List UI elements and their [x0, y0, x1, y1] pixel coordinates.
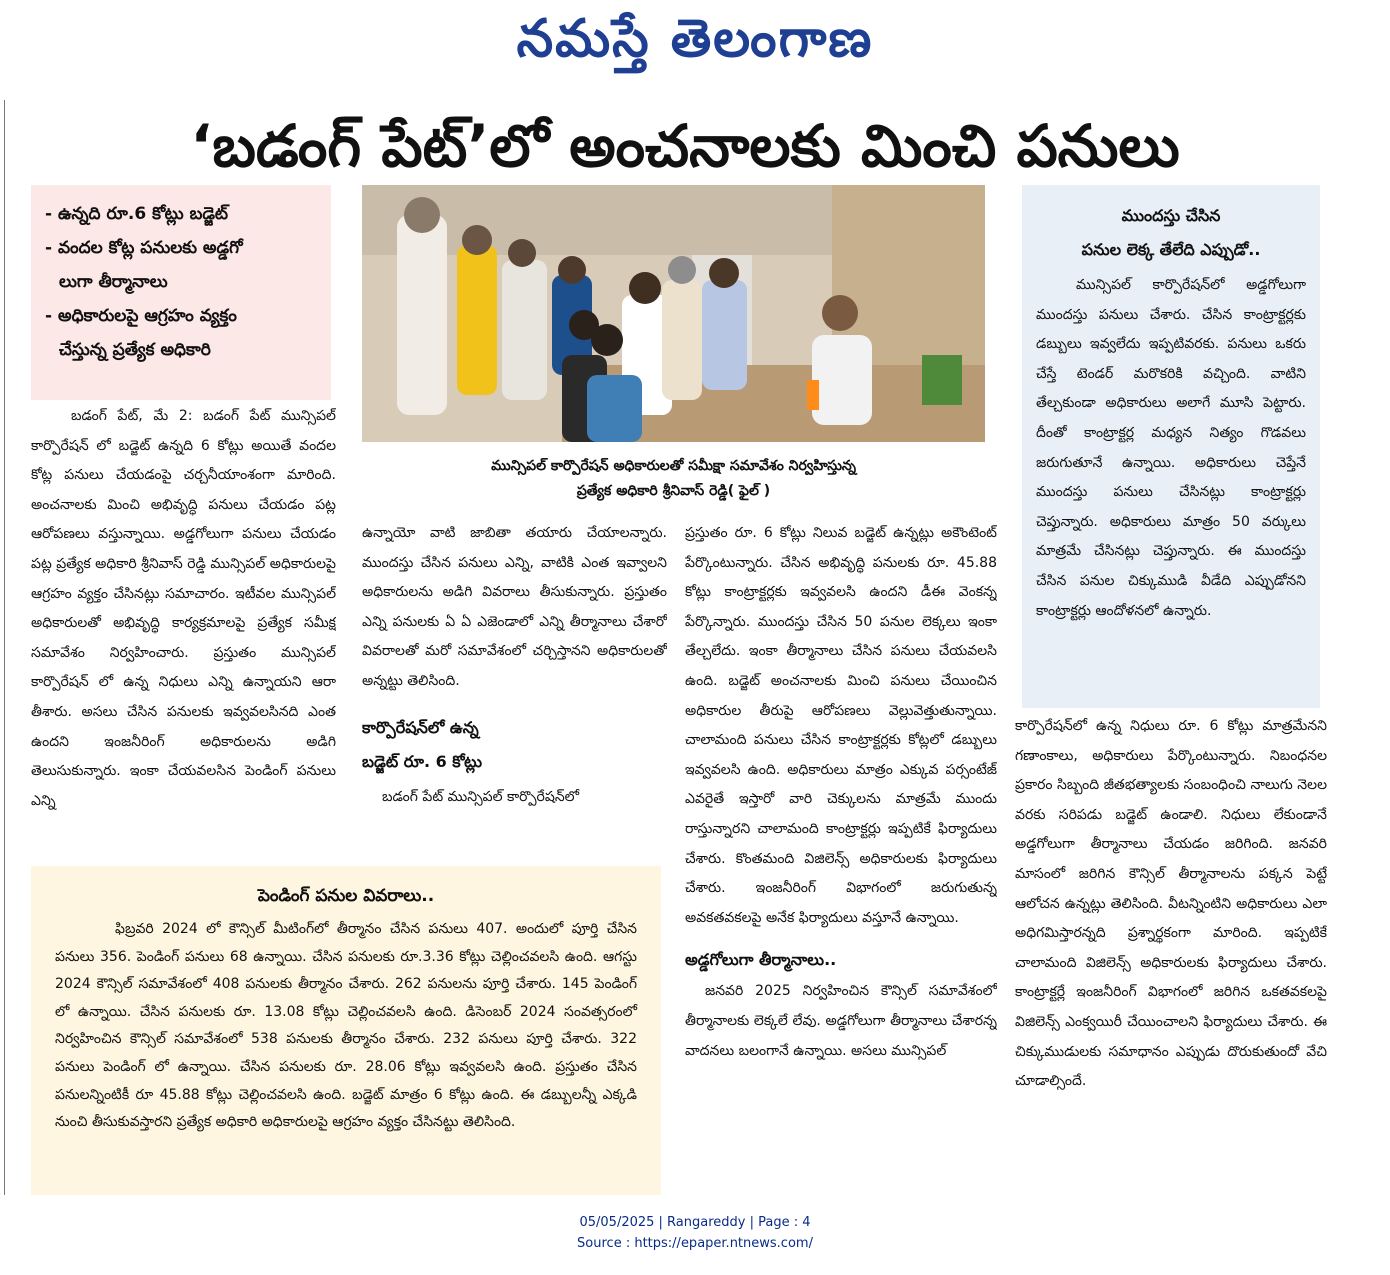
- highlight-point: లుగా తీర్మానాలు: [59, 272, 168, 292]
- photo-caption: [362, 454, 985, 504]
- highlight-point: - వందల కోట్ల పనులకు అడ్డగో: [45, 238, 243, 258]
- column-2-subhead: కార్పొరేషన్‌లో ఉన్న: [362, 717, 479, 737]
- column-3-body: ప్రస్తుతం రూ. 6 కోట్లు నిలువ బడ్జెట్ ఉన్నట్లు అకౌంటెంట్ పేర్కొంటున్నారు. చేసిన అభివృద్ధి పనులకు రూ. 45.88 కోట్లు కాంట్రాక్టర్లకు ఇవ్వవలసి ఉందని డీఈ వెంకన్న పేర్కొన్నారు. ముందస్తు చేసిన 50 పనుల లెక్కలు ఇంకా తేల్చలేదు. ఇంకా తీర్మానాలు చేసిన పనులు చేయవలసి ఉంది. బడ్జెట్ అంచనాలకు మించి పనులు చేయించిన అధికారుల తీరుపై ఆరోపణలు వెల్లువెత్తుతున్నాయి. చాలామంది పనులు చేసిన కాంట్రాక్టర్లకు కోట్లలో డబ్బులు ఇవ్వవలసి ఉంది. అధికారులు మాత్రం ఎక్కువ పర్సంటేజ్ ఎవరైతే ఇస్తారో వారి చెక్కులను మాత్రమే ముందు రాస్తున్నారని చాలామంది కాంట్రాక్టర్లు ఇప్పటికే ఫిర్యాదులు చేశారు. కొంతమంది విజిలెన్స్ అధికారులకు ఫిర్యాదులు చేశారు. ఇంజనీరింగ్ విభాగంలో జరుగుతున్న అవకతవకలపై అనేక ఫిర్యాదులు వస్తూనే ఉన్నాయి.: [685, 525, 997, 926]
- masthead-logo: నమస్తే తెలంగాణ: [516, 8, 874, 69]
- meeting-photo: [362, 185, 985, 442]
- sidebar-box: [1022, 185, 1320, 708]
- page-border-line: [4, 100, 5, 1195]
- column-2-subhead: బడ్జెట్ రూ. 6 కోట్లు: [362, 751, 483, 771]
- meeting-photo-image: [362, 185, 985, 442]
- highlight-point: - ఉన్నది రూ.6 కోట్లు బడ్జెట్: [45, 204, 229, 224]
- pending-works-title: పెండింగ్ పనుల వివరాలు..: [257, 886, 435, 906]
- highlight-point: చేస్తున్న ప్రత్యేక అధికారి: [59, 340, 211, 360]
- article-column-2: [362, 519, 667, 864]
- highlight-point: - అధికారులపై ఆగ్రహం వ్యక్తం: [45, 306, 237, 326]
- page-footer: [0, 1212, 1390, 1254]
- pending-works-body: ఫిబ్రవరి 2024 లో కౌన్సిల్ మీటింగ్‌లో తీర్మానం చేసిన పనులు 407. అందులో పూర్తి చేసిన పనులు 356. పెండింగ్ పనులు 68 ఉన్నాయి. చేసిన పనులకు రూ.3.36 కోట్లు చెల్లించవలసి ఉంది. ఆగస్టు 2024 కౌన్సిల్ సమావేశంలో 408 పనులకు తీర్మానం చేశారు. 262 పనులను పూర్తి చేశారు. 145 పెండింగ్ లో ఉన్నాయి. చేసిన పనులకు రూ. 13.08 కోట్లు చెల్లించవలసి ఉంది. డిసెంబర్ 2024 సంవత్సరంలో నిర్వహించిన కౌన్సిల్ సమావేశంలో 538 పనులకు తీర్మానం చేశారు. 232 పనులు పూర్తి చేశారు. 322 పనులు పెండింగ్ లో ఉన్నాయి. చేసిన పనులకు రూ. 28.06 కోట్లు ఇవ్వవలసి ఉంది. ప్రస్తుతం చేసిన పనులన్నింటికీ రూ 45.88 కోట్లు చెల్లించవలసి ఉంది. బడ్జెట్ మాత్రం 6 కోట్లు ఉంది. ఈ డబ్బులన్నీ ఎక్కడి నుంచి తీసుకువస్తారని ప్రత్యేక అధికారి అధికారులపై ఆగ్రహం వ్యక్తం చేసినట్టు తెలిసింది.: [55, 921, 637, 1131]
- sidebar-body: మున్సిపల్ కార్పొరేషన్‌లో అడ్డగోలుగా ముందస్తు పనులు చేశారు. చేసిన కాంట్రాక్టర్లకు డబ్బులు ఇవ్వలేదు ఇప్పటివరకు. పనులు ఒకరు చేస్తే టెండర్ మరొకరికి వచ్చింది. వాటిని తేల్చకుండా అధికారులు అలాగే మూసి పెట్టారు. దీంతో కాంట్రాక్టర్ల మధ్యన నిత్యం గొడవలు జరుగుతూనే ఉన్నాయి. అధికారులు చెప్తేనే ముందస్తు పనులు చేసినట్లు కాంట్రాక్టర్లు చెప్తున్నారు. అధికారులు మాత్రం 50 వర్కులు మాత్రమే చేసినట్లు చెప్తున్నారు. ఈ ముందస్తు చేసిన పనుల చిక్కుముడి వీడేది ఎప్పుడోనని కాంట్రాక్టర్లు ఆందోళనలో ఉన్నారు.: [1036, 277, 1306, 619]
- article-column-4: కార్పొరేషన్‌లో ఉన్న నిధులు రూ. 6 కోట్లు మాత్రమేనని గణాంకాలు, అధికారులు పేర్కొంటున్నారు. నిబంధనల ప్రకారం సిబ్బంది జీతభత్యాలకు సంబంధించి నాలుగు నెలల వరకు సరిపడు బడ్జెట్ ఉండాలి. నిధులు లేకుండానే అడ్డగోలుగా తీర్మానాలు చేయడం జరిగింది. జనవరి మాసంలో జరిగిన కౌన్సిల్ తీర్మానాలను పక్కన పెట్టే ఆలోచన ఉన్నట్లు తెలిసింది. వీటన్నింటిని అధికారులు ఎలా అధిగమిస్తారన్నది ప్రశ్నార్థకంగా మారింది. ఇప్పటికే చాలామంది విజిలెన్స్ అధికారులకు ఫిర్యాదులు చేశారు. కాంట్రాక్టర్లే ఇంజనీరింగ్ విభాగంలో జరిగిన ఒకతవకలపై విజిలెన్స్ ఎంక్వయిరీ చేయించాలని ఫిర్యాదులు చేశారు. ఈ చిక్కుముడులకు సమాధానం ఎప్పుడు దొరుకుతుందో వేచి చూడాల్సిందే.: [1015, 718, 1327, 1090]
- pending-works-box: [31, 866, 661, 1195]
- column-2-body: ఉన్నాయో వాటి జాబితా తయారు చేయాలన్నారు. ముందస్తు చేసిన పనులు ఎన్ని, వాటికి ఎంత ఇవ్వాలని అధికారులను అడిగి వివరాలు తీసుకున్నారు. ప్రస్తుతం ఎన్ని పనులకు ఏ ఏ ఎజెండాలో ఎన్ని తీర్మానాలు చేశారో వివరాలతో మరో సమావేశంలో చర్చిస్తానని అధికారులతో అన్నట్టు తెలిసింది.: [362, 525, 667, 689]
- article-column-1: బడంగ్ పేట్, మే 2: బడంగ్ పేట్ మున్సిపల్ కార్పొరేషన్ లో బడ్జెట్ ఉన్నది 6 కోట్లు అయితే వందల కోట్ల పనులు చేయడంపై చర్చనీయాంశంగా మారింది. అంచనాలకు మించి అభివృద్ధి పనులు చేయడం పట్ల ఆరోపణలు వస్తున్నాయి. అడ్డగోలుగా పనులు చేయడం పట్ల ప్రత్యేక అధికారి శ్రీనివాస్ రెడ్డి మున్సిపల్ అధికారులపై ఆగ్రహం వ్యక్తం చేసినట్లు సమాచారం. ఇటీవల మున్సిపల్ అధికారులతో అభివృద్ధి కార్యక్రమాలపై ప్రత్యేక సమీక్ష సమావేశం నిర్వహించారు. ప్రస్తుతం మున్సిపల్ కార్పొరేషన్ లో ఉన్న నిధులు ఎన్ని ఉన్నాయని ఆరా తీశారు. అసలు చేసిన పనులకు ఇవ్వవలసినది ఎంత ఉందని ఇంజనీరింగ్ అధికారులను అడిగి తెలుసుకున్నారు. ఇంకా చేయవలసిన పెండింగ్ పనులు ఎన్ని: [31, 408, 336, 809]
- column-3-subhead: అడ్డగోలుగా తీర్మానాలు..: [685, 950, 837, 970]
- caption-line: ప్రత్యేక అధికారి శ్రీనివాస్ రెడ్డి( ఫైల్ ): [576, 483, 771, 499]
- sidebar-title: ముందస్తు చేసిన: [1121, 206, 1221, 225]
- column-2-body-2: బడంగ్ పేట్ మున్సిపల్ కార్పొరేషన్‌లో: [382, 788, 580, 805]
- footer-date-edition: 05/05/2025 | Rangareddy | Page : 4: [579, 1215, 811, 1230]
- column-3-body-2: జనవరి 2025 నిర్వహించిన కౌన్సిల్ సమావేశంలో తీర్మానాలకు లెక్కలే లేవు. అడ్డగోలుగా తీర్మానాలు చేశారన్న వాదనలు బలంగానే ఉన్నాయి. అసలు మున్సిపల్: [685, 983, 997, 1059]
- caption-line: మున్సిపల్ కార్పొరేషన్ అధికారులతో సమీక్షా సమావేశం నిర్వహిస్తున్న: [491, 458, 856, 474]
- article-headline: ‘బడంగ్ పేట్’లో అంచనాలకు మించి పనులు: [190, 112, 1180, 180]
- article-column-3: [685, 519, 997, 1191]
- footer-source: Source : https://epaper.ntnews.com/: [577, 1236, 813, 1251]
- sidebar-title: పనుల లెక్క తేలేది ఎప్పుడో..: [1081, 240, 1261, 259]
- highlights-box: [31, 185, 331, 400]
